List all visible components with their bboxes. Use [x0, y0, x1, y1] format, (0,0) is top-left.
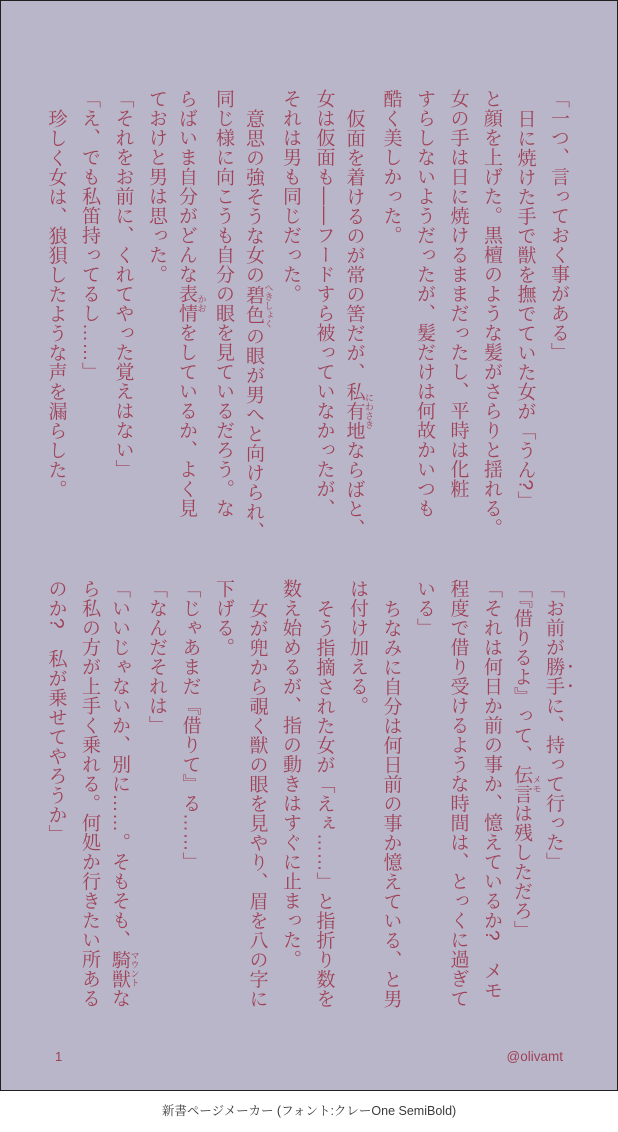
text-line — [173, 89, 207, 519]
text-line — [73, 89, 107, 519]
text-line — [106, 89, 140, 519]
text-line — [274, 89, 308, 519]
text-line — [106, 579, 140, 1009]
text-line — [240, 89, 274, 541]
text-segment: 「じゃあまだ『借りて』る……」 — [179, 579, 201, 872]
text-segment: 数え始めるが、指の動きはすぐに止まった。 — [280, 579, 301, 969]
text-segment: ならばと、 — [343, 440, 365, 538]
text-segment: 「お前が — [543, 579, 564, 657]
text-segment: ちなみに自分は何日前の事か憶えている、と男 — [380, 598, 402, 1008]
text-segment: の眼が男へと向けられ、 — [243, 326, 264, 541]
text-segment: 「なんだそれは」 — [146, 579, 167, 735]
text-segment: ら私の方が上手く乗れる。何処か行きたい所ある — [79, 579, 100, 1008]
text-line — [542, 89, 576, 519]
text-segment: 女の手は日に焼けるままだったし、平時は化粧 — [447, 89, 469, 499]
text-line — [274, 579, 308, 1009]
ruby-annotated-word: 表情 かお — [176, 284, 207, 323]
text-line — [341, 89, 375, 538]
text-segment: それは男も同じだった。 — [280, 89, 301, 304]
vertical-text-band-lower — [39, 579, 575, 1009]
text-segment: 下げる。 — [213, 579, 234, 657]
text-segment: ておけと男は思った。 — [146, 89, 167, 284]
text-segment: 「いいじゃないか、別に……。そもそも、 — [109, 579, 130, 950]
text-segment: らばいま自分がどんな — [176, 89, 197, 284]
text-segment: をしているか、よく見 — [176, 323, 197, 518]
text-line — [39, 89, 73, 519]
text-line — [542, 579, 576, 1009]
ruby-annotated-word: 騎獣 マウント — [109, 949, 140, 989]
text-line — [307, 89, 341, 519]
text-segment: 「それをお前に、くれてやった覚えはない」 — [112, 89, 134, 479]
text-line — [240, 579, 274, 1009]
text-line — [73, 579, 107, 1009]
text-segment: 「え、でも私笛持ってるし……」 — [79, 89, 100, 382]
text-segment: 珍しく女は、狼狽したような声を漏らした。 — [45, 108, 67, 499]
text-line — [307, 579, 341, 1009]
text-line — [374, 89, 408, 519]
text-segment: 程度で借り受けるような時間は、とっくに過ぎて — [447, 579, 469, 1008]
text-line — [207, 579, 241, 1009]
text-segment: のか? 私が乗せてやろうか」 — [45, 579, 67, 844]
text-line — [140, 579, 174, 1009]
text-segment: 意思の強そうな女の — [243, 108, 264, 284]
text-line — [374, 579, 408, 1009]
ruby-annotated-word: 碧色 へきしょく — [243, 282, 274, 328]
text-segment: は残しただろ」 — [511, 803, 532, 940]
text-segment: すらしないようだったが、髪だけは何故かいつも — [414, 89, 435, 518]
generator-caption: 新書ページメーカー (フォント:クレーOne SemiBold) — [161, 1104, 457, 1118]
text-segment: そう指摘された女が「えぇ……」と指折り数を — [313, 598, 335, 1008]
text-line — [408, 89, 442, 519]
text-segment: 酷く美しかった。 — [380, 89, 402, 245]
text-line — [508, 579, 542, 1009]
page-number: 1 — [55, 1049, 63, 1064]
text-line — [173, 579, 207, 1009]
text-segment: 「『借りるよ』って、 — [511, 579, 532, 765]
text-line — [207, 89, 241, 519]
text-segment: は付け加える。 — [347, 579, 368, 716]
emphasized-text: 勝手 — [543, 657, 564, 696]
text-line — [508, 89, 542, 519]
text-segment: 女が兜から覗く獣の眼を見やり、眉を八の字に — [246, 598, 268, 1008]
text-line — [140, 89, 174, 519]
text-line — [475, 579, 509, 1009]
vertical-text-band-upper — [39, 89, 575, 541]
text-segment: な — [109, 988, 130, 1008]
text-segment: と顔を上げた。黒檀のような髪がさらりと揺れる。 — [481, 89, 502, 538]
text-segment: に、持って行った」 — [543, 696, 564, 872]
text-segment: 女は仮面も――フードすら被っていなかったが、 — [313, 89, 335, 518]
text-line — [341, 579, 375, 1009]
text-line — [475, 89, 509, 538]
text-segment: いる」 — [414, 579, 435, 638]
text-line — [441, 89, 475, 519]
text-line — [39, 579, 73, 1009]
text-segment: 同じ様に向こうも自分の眼を見ているだろう。な — [213, 89, 234, 518]
author-handle: @olivamt — [506, 1049, 563, 1064]
text-line — [408, 579, 442, 1009]
text-segment: 「それは何日か前の事か、憶えているか? メモ — [481, 579, 502, 1000]
text-segment: 日に焼けた手で獣を撫でていた女が「うん?」 — [514, 108, 536, 510]
text-segment: 「一つ、言っておく事がある」 — [548, 89, 569, 362]
ruby-annotated-word: 伝言 メモ — [511, 764, 542, 804]
text-segment: 仮面を着けるのが常の筈だが、 — [343, 108, 365, 382]
text-line — [441, 579, 475, 1009]
ruby-annotated-word: 私有地 にわさき — [343, 381, 374, 440]
